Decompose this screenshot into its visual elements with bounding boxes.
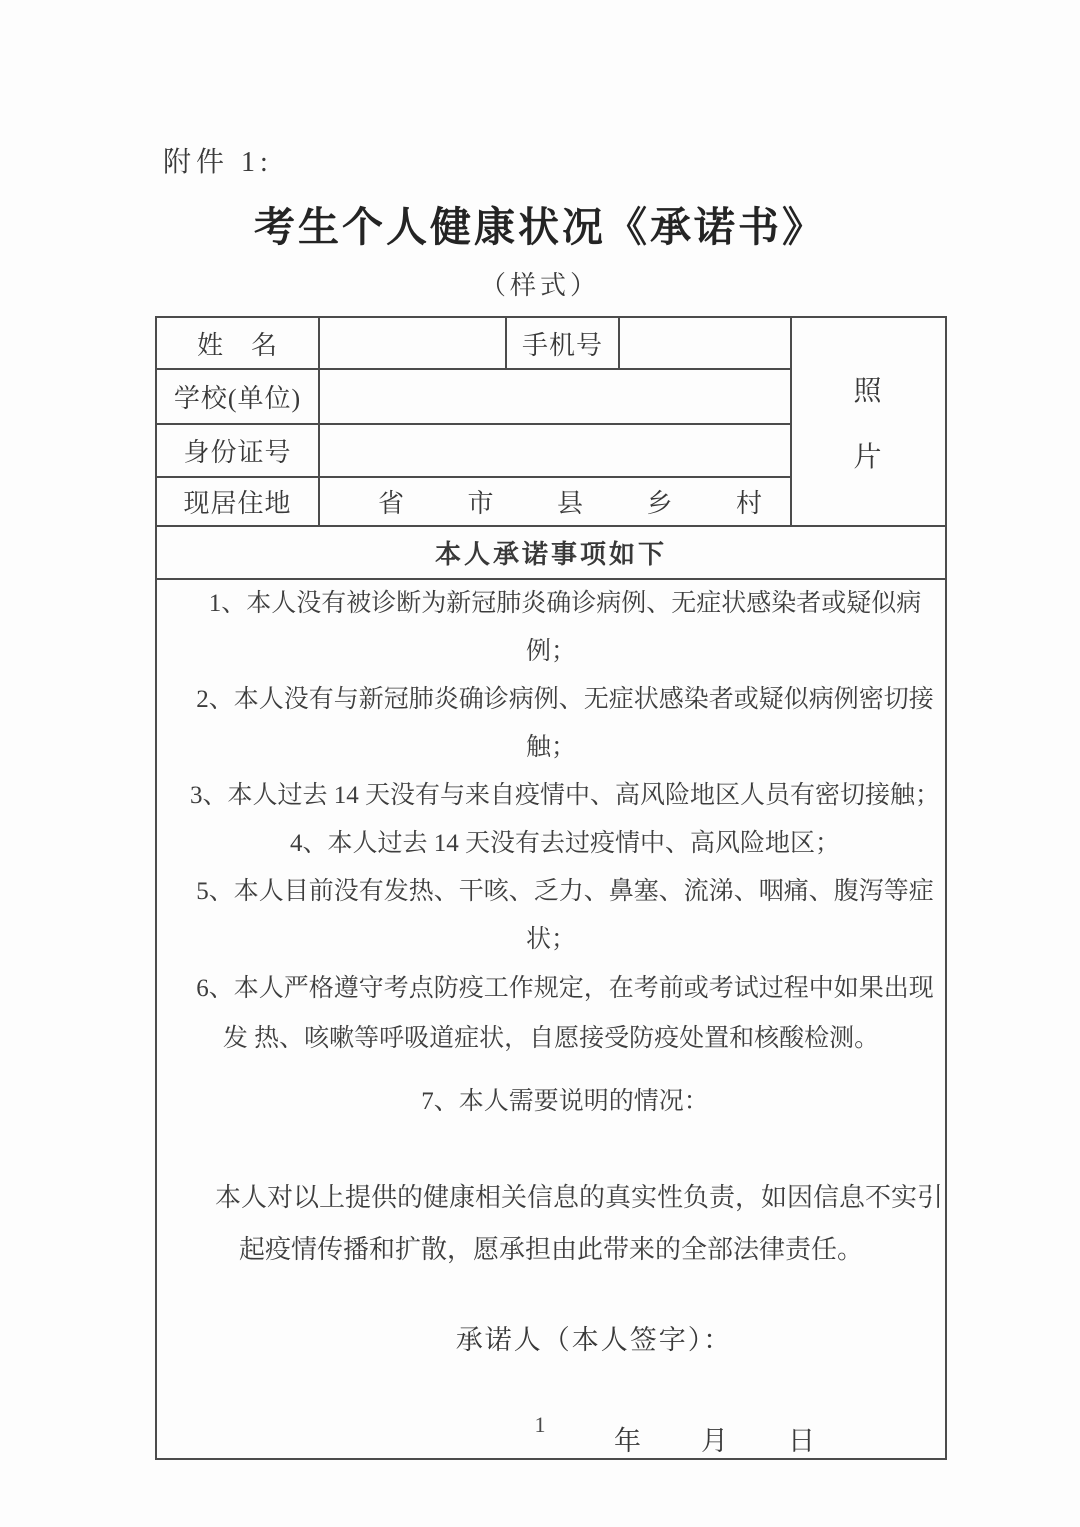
date-line: 年 月 日: [614, 1426, 817, 1456]
name-label: 姓 名: [156, 317, 319, 369]
table-row: [156, 579, 946, 1459]
residence-unit-province: 省: [378, 489, 405, 518]
phone-input-cell[interactable]: [619, 317, 791, 369]
section-header: 本人承诺事项如下: [156, 526, 946, 579]
page-number: 1: [534, 1412, 546, 1437]
table-row: [156, 317, 946, 369]
commitment-item-3: 3、本人过去 14 天没有与来自疫情中、高风险地区人员有密切接触；: [189, 782, 940, 809]
signature-label: 承诺人（本人签字）：: [455, 1325, 733, 1355]
attachment-label: 附件 1:: [163, 147, 273, 178]
id-number-input-cell[interactable]: [319, 424, 791, 477]
health-commitment-form-table: [155, 316, 947, 1460]
id-number-label: 身份证号: [156, 424, 319, 477]
name-input-cell[interactable]: [319, 317, 506, 369]
commitment-item-4: 4、本人过去 14 天没有去过疫情中、高风险地区；: [289, 830, 840, 857]
residence-unit-township: 乡: [646, 489, 673, 518]
residence-unit-village: 村: [735, 489, 762, 518]
commitment-item-7: 7、本人需要说明的情况：: [421, 1088, 709, 1115]
phone-label: 手机号: [506, 317, 619, 369]
school-label: 学校(单位): [156, 369, 319, 424]
residence-unit-city: 市: [467, 489, 494, 518]
commitment-item-5: 5、本人目前没有发热、干咳、乏力、鼻塞、流涕、咽痛、腹泻等症状；: [196, 878, 934, 953]
commitment-item-6: 6、本人严格遵守考点防疫工作规定，在考前或考试过程中如果出现发 热、咳嗽等呼吸道症状，自愿接受防疫处置和核酸检测。: [196, 975, 934, 1052]
declaration-paragraph: 本人对以上提供的健康相关信息的真实性负责，如因信息不实引起疫情传播和扩散，愿承担由此带来的全部法律责任。: [214, 1183, 943, 1264]
photo-placeholder-cell[interactable]: [791, 317, 946, 526]
residence-label: 现居住地: [156, 477, 319, 526]
commitment-item-1: 1、本人没有被诊断为新冠肺炎确诊病例、无症状感染者或疑似病例；: [208, 590, 922, 665]
residence-input-cell[interactable]: [319, 477, 791, 526]
commitment-content-cell: [156, 579, 946, 1459]
photo-label: 照 片: [853, 375, 884, 473]
commitment-item-2: 2、本人没有与新冠肺炎确诊病例、无症状感染者或疑似病例密切接触；: [196, 686, 934, 761]
residence-unit-county: 县: [556, 489, 583, 518]
school-input-cell[interactable]: [319, 369, 791, 424]
page-title: 考生个人健康状况《承诺书》: [254, 204, 826, 250]
table-row: [156, 526, 946, 579]
residence-units: [320, 483, 790, 520]
page-subtitle: （样式）: [479, 271, 600, 300]
